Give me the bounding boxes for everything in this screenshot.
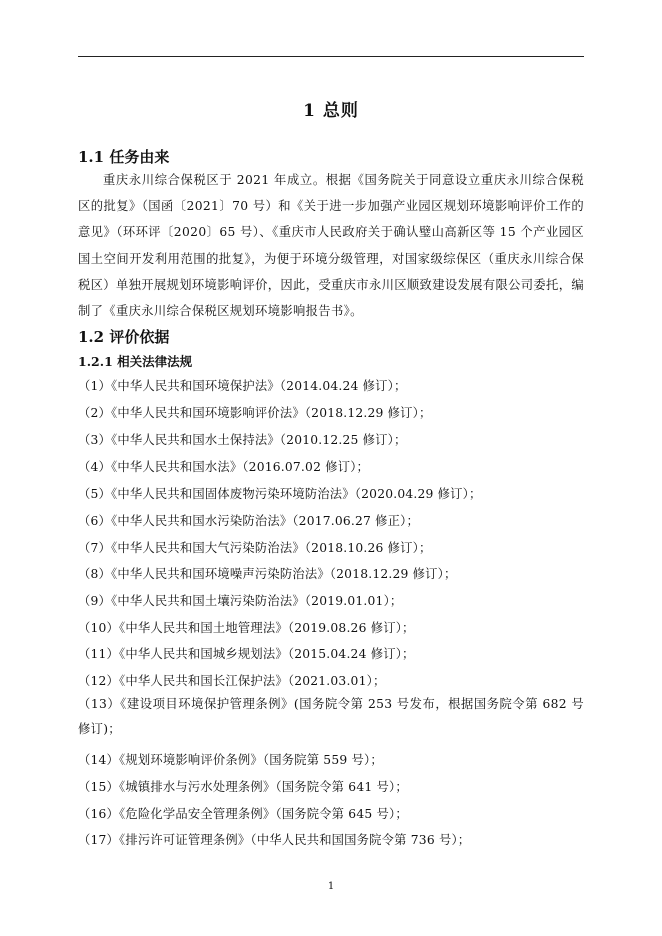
law-item: （8）《中华人民共和国环境噪声污染防治法》（2018.12.29 修订）； (78, 567, 457, 581)
law-item: （4）《中华人民共和国水法》（2016.07.02 修订）； (78, 460, 370, 474)
law-item: （12）《中华人民共和国长江保护法》（2021.03.01）； (78, 674, 386, 688)
subsection-title-laws: 1.2.1 相关法律法规 (78, 354, 193, 369)
task-origin-paragraph: 重庆永川综合保税区于 2021 年成立。根据《国务院关于同意设立重庆永川综合保税区的批复》（国函〔2021〕70 号）和《关于进一步加强产业园区规划环境影响评价工作的意见》（环环评〔2020〕65 号）、《重庆市人民政府关于确认璧山高新区等 15 个产业园区国土空间开发利用范围的批复》，为便于环境分级管理，对国家级综保区（重庆永川综合保税区）单独开展规划环境影响评价，因此，受重庆市永川区顺致建设发展有限公司委托，编制了《重庆永川综合保税区规划环境影响报告书》。 (78, 173, 584, 319)
section-title-task-origin: 1.1 任务由来 (78, 148, 170, 166)
law-item: （13）《建设项目环境保护管理条例》(国务院令第 253 号发布，根据国务院令第 682 号修订)； (78, 697, 584, 736)
page-number: 1 (327, 881, 335, 892)
chapter-title: 1 总则 (303, 101, 359, 121)
law-item: （15）《城镇排水与污水处理条例》（国务院令第 641 号）； (78, 780, 408, 794)
law-item: （3）《中华人民共和国水土保持法》（2010.12.25 修订）； (78, 433, 407, 447)
law-item: （7）《中华人民共和国大气污染防治法》（2018.10.26 修订）； (78, 541, 432, 555)
law-item: （16）《危险化学品安全管理条例》（国务院令第 645 号）； (78, 807, 408, 821)
law-item: （17）《排污许可证管理条例》（中华人民共和国国务院令第 736 号）； (78, 833, 471, 847)
header-rule (78, 56, 584, 57)
law-item: （9）《中华人民共和国土壤污染防治法》（2019.01.01）； (78, 594, 403, 608)
law-item: （1）《中华人民共和国环境保护法》（2014.04.24 修订）； (78, 379, 407, 393)
law-item: （11）《中华人民共和国城乡规划法》（2015.04.24 修订）； (78, 647, 415, 661)
law-item: （6）《中华人民共和国水污染防治法》（2017.06.27 修正）； (78, 514, 420, 528)
law-item: （5）《中华人民共和国固体废物污染环境防治法》（2020.04.29 修订）； (78, 487, 482, 501)
law-item: （14）《规划环境影响评价条例》（国务院第 559 号）； (78, 753, 383, 767)
section-title-evaluation-basis: 1.2 评价依据 (78, 328, 170, 346)
law-item: （10）《中华人民共和国土地管理法》（2019.08.26 修订）； (78, 621, 415, 635)
law-item: （2）《中华人民共和国环境影响评价法》（2018.12.29 修订）； (78, 406, 432, 420)
